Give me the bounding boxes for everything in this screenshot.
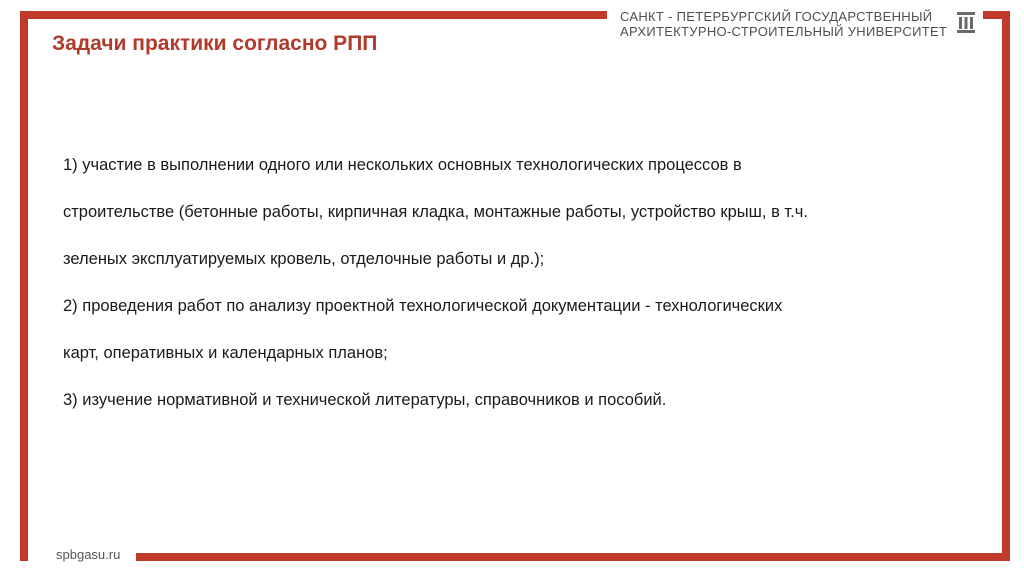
task-line: карт, оперативных и календарных планов;: [63, 344, 388, 362]
frame-bottom-border: [136, 553, 1010, 561]
task-line: зеленых эксплуатируемых кровель, отделочные работы и др.);: [63, 250, 545, 268]
university-name-line-2: АРХИТЕКТУРНО-СТРОИТЕЛЬНЫЙ УНИВЕРСИТЕТ: [620, 24, 948, 39]
slide-title: Задачи практики согласно РПП: [52, 32, 378, 55]
frame-left-border: [20, 11, 28, 561]
university-name: [620, 9, 955, 39]
task-line: строительстве (бетонные работы, кирпичная кладка, монтажные работы, устройство крыш, в т.ч.: [63, 203, 808, 221]
university-name-line-1: САНКТ - ПЕТЕРБУРГСКИЙ ГОСУДАРСТВЕННЫЙ: [620, 9, 933, 24]
footer-website-link[interactable]: spbgasu.ru: [56, 547, 121, 562]
task-line: 2) проведения работ по анализу проектной технологической документации - технологических: [63, 297, 783, 315]
frame-right-border: [1002, 11, 1010, 561]
task-line: 3) изучение нормативной и технической литературы, справочников и пособий.: [63, 391, 667, 409]
frame-top-border: [20, 11, 607, 19]
task-line: 1) участие в выполнении одного или нескольких основных технологических процессов в: [63, 156, 742, 174]
spbgasu-logo-icon: [956, 10, 976, 34]
practice-tasks-list: [63, 152, 963, 434]
